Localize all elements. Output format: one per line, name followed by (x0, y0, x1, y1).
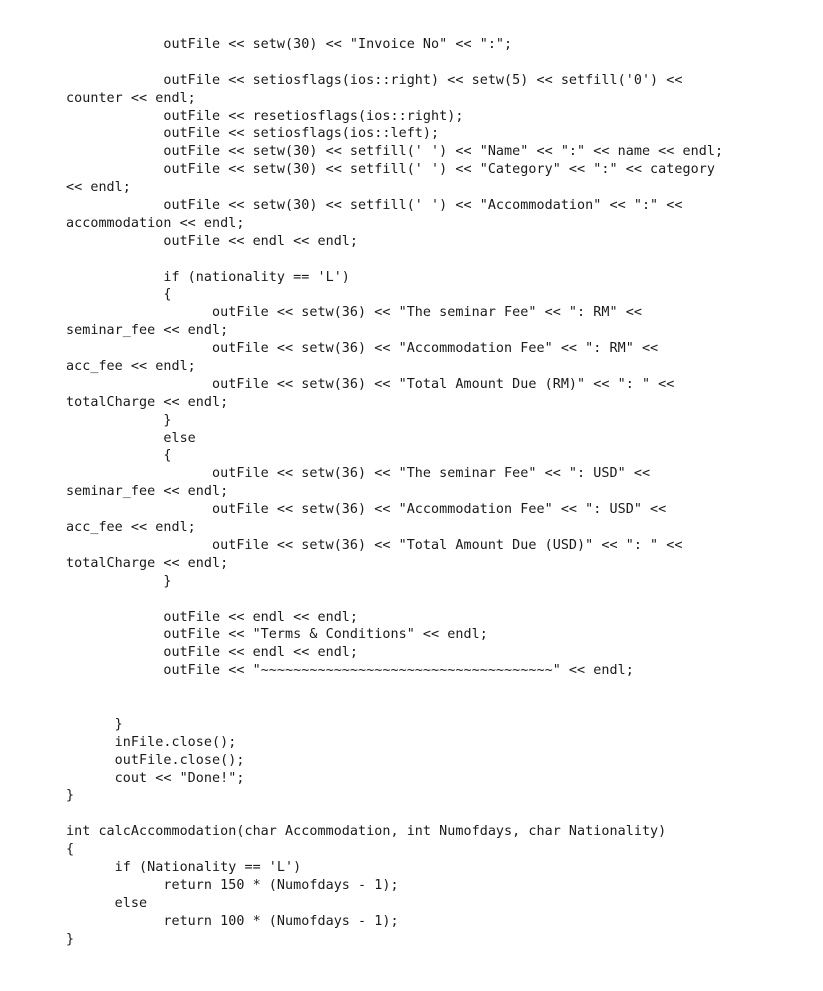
code-line: } (66, 412, 172, 428)
code-line: outFile << resetiosflags(ios::right); (66, 108, 464, 124)
code-line: accommodation << endl; (66, 215, 245, 231)
code-line: return 100 * (Numofdays - 1); (66, 913, 399, 929)
code-line: outFile << setw(36) << "Total Amount Due (RM)" << ": " << (66, 376, 675, 392)
code-line (66, 805, 806, 823)
code-line: seminar_fee << endl; (66, 484, 229, 500)
code-line: cout << "Done!"; (66, 770, 245, 786)
code-line: acc_fee << endl; (66, 359, 196, 375)
code-line: outFile << setw(36) << "Accommodation Fee" << ": USD" << (66, 502, 667, 518)
code-line: outFile << endl << endl; (66, 609, 359, 625)
code-line: outFile << endl << endl; (66, 233, 359, 249)
code-line (66, 591, 806, 609)
code-line: } (66, 573, 172, 589)
code-line (66, 698, 806, 716)
code-line (66, 680, 806, 698)
code-line: totalCharge << endl; (66, 394, 229, 410)
code-line: else (66, 895, 148, 911)
code-line: } (66, 716, 123, 732)
code-line: outFile << endl << endl; (66, 645, 359, 661)
code-line: outFile << setw(30) << setfill(' ') << "Accommodation" << ":" << (66, 198, 683, 214)
code-line: else (66, 430, 196, 446)
code-line: } (66, 788, 75, 804)
code-line: if (Nationality == 'L') (66, 859, 302, 875)
code-line: } (66, 931, 75, 947)
code-line: { (66, 842, 75, 858)
code-line: outFile << setw(36) << "Accommodation Fee" << ": RM" << (66, 341, 659, 357)
code-line: seminar_fee << endl; (66, 323, 229, 339)
code-line: outFile << setw(30) << "Invoice No" << ":"; (66, 37, 513, 52)
code-listing (66, 36, 806, 948)
code-line: outFile.close(); (66, 752, 245, 768)
code-line: outFile << setw(30) << setfill(' ') << "Category" << ":" << category (66, 162, 715, 178)
code-line: outFile << setiosflags(ios::right) << setw(5) << setfill('0') << (66, 72, 683, 88)
code-line: outFile << setw(30) << setfill(' ') << "Name" << ":" << name << endl; (66, 144, 724, 160)
code-line: outFile << setw(36) << "The seminar Fee" << ": USD" << (66, 466, 651, 482)
code-line: outFile << "Terms & Conditions" << endl; (66, 627, 488, 643)
code-line: acc_fee << endl; (66, 520, 196, 536)
code-line: counter << endl; (66, 90, 196, 106)
code-line: { (66, 287, 172, 303)
code-line: outFile << "~~~~~~~~~~~~~~~~~~~~~~~~~~~~~~~~~~~~" << endl; (66, 663, 634, 679)
code-line: int calcAccommodation(char Accommodation, int Numofdays, char Nationality) (66, 824, 667, 840)
code-line: outFile << setw(36) << "Total Amount Due (USD)" << ": " << (66, 537, 683, 553)
code-line (66, 251, 806, 269)
code-line: inFile.close(); (66, 734, 237, 750)
code-line: outFile << setiosflags(ios::left); (66, 126, 440, 142)
code-line: << endl; (66, 180, 131, 196)
code-line: return 150 * (Numofdays - 1); (66, 877, 399, 893)
code-line: { (66, 448, 172, 464)
code-line: totalCharge << endl; (66, 555, 229, 571)
code-line: outFile << setw(36) << "The seminar Fee" << ": RM" << (66, 305, 642, 321)
code-line: if (nationality == 'L') (66, 269, 350, 285)
code-line (66, 54, 806, 72)
